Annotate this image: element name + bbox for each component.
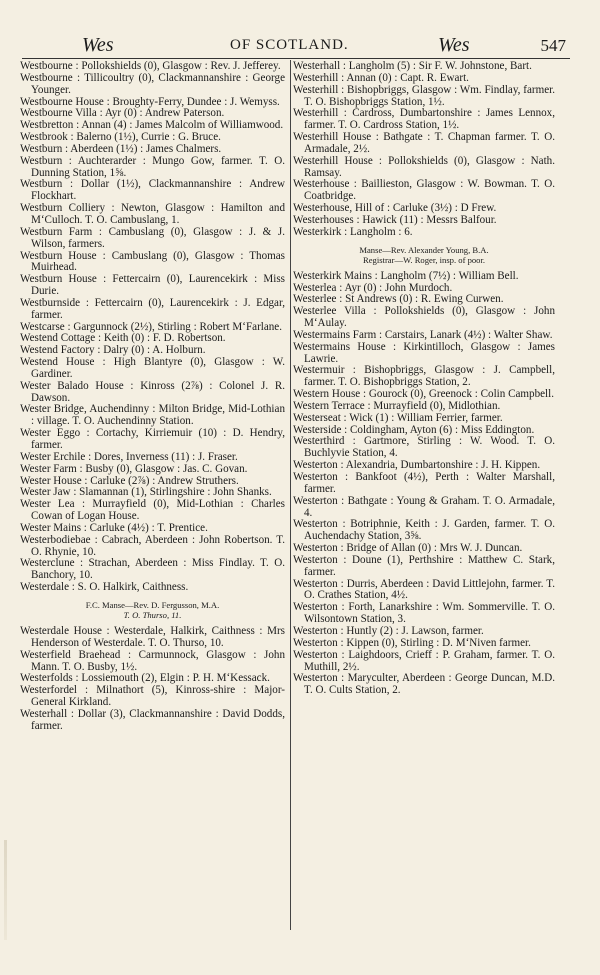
directory-entry: Westermains House : Kirkintilloch, Glasgow : James Lawrie. xyxy=(293,340,555,365)
directory-entry: Westburnside : Fettercairn (0), Laurencekirk : J. Edgar, farmer. xyxy=(20,296,285,321)
note-line: Manse—Rev. Alexander Young, B.A. xyxy=(359,244,489,255)
directory-entry: Wester Mains : Carluke (4½) : T. Prentice. xyxy=(20,521,208,534)
directory-entry: Westerhill House : Bathgate : T. Chapman farmer. T. O. Armadale, 2½. xyxy=(293,131,555,155)
left-entry-list-after xyxy=(20,626,285,733)
directory-entry: Westerton : Doune (1), Perthshire : Matthew C. Stark, farmer. xyxy=(293,553,555,578)
directory-entry: Westerbodiebae : Cabrach, Aberdeen : John Robertson. T. O. Rhynie, 10. xyxy=(20,533,285,558)
directory-entry: Westermuir : Bishopbriggs, Glasgow : J. Campbell, farmer. T. O. Bishopbriggs Station, 2. xyxy=(293,364,555,389)
header-left-keyword: Wes xyxy=(82,34,114,56)
directory-entry: Westerclune : Strachan, Aberdeen : Miss Findlay. T. O. Banchory, 10. xyxy=(20,557,285,582)
directory-entry: Westbourne Villa : Ayr (0) : Andrew Paterson. xyxy=(20,107,225,120)
directory-entry: Westerhall : Dollar (3), Clackmannanshire : David Dodds, farmer. xyxy=(20,707,285,732)
directory-entry: Westerton : Bridge of Allan (0) : Mrs W. J. Duncan. xyxy=(293,542,523,555)
directory-entry: Westerlee Villa : Pollokshields (0), Glasgow : John M‘Aulay. xyxy=(293,305,555,330)
directory-entry: Westerhouses : Hawick (11) : Messrs Balfour. xyxy=(293,213,497,226)
directory-entry: Westbrook : Balerno (1½), Currie : G. Bruce. xyxy=(20,131,221,144)
directory-entry: Wester House : Carluke (2⅞) : Andrew Struthers. xyxy=(20,474,239,487)
directory-entry: Westburn House : Fettercairn (0), Laurencekirk : Miss Durie. xyxy=(20,273,285,298)
right-entry-list-after xyxy=(293,271,555,697)
directory-entry: Wester Erchile : Dores, Inverness (11) : J. Fraser. xyxy=(20,450,238,463)
directory-entry: Westerton : Forth, Lanarkshire : Wm. Sommerville. T. O. Wilsontown Station, 3. xyxy=(293,601,555,626)
directory-entry: Westerton : Maryculter, Aberdeen : George Duncan, M.D. T. O. Cults Station, 2. xyxy=(293,672,555,697)
directory-entry: Wester Farm : Busby (0), Glasgow : Jas. C. Govan. xyxy=(20,462,248,475)
header-title: OF SCOTLAND. xyxy=(230,37,349,53)
directory-entry: Westerton : Bathgate : Young & Graham. T. O. Armadale, 4. xyxy=(293,494,555,519)
directory-entry: Westermains Farm : Carstairs, Lanark (4½) : Walter Shaw. xyxy=(293,328,553,341)
directory-entry: Westerhall : Langholm (5) : Sir F. W. Johnstone, Bart. xyxy=(293,60,532,72)
directory-entry: Wester Bridge, Auchendinny : Milton Bridge, Mid-Lothian : village. T. O. Auchendinny Station. xyxy=(20,403,285,428)
directory-entry: Westerlee : St Andrews (0) : R. Ewing Curwen. xyxy=(293,293,504,306)
note-line: T. O. Thurso, 11. xyxy=(123,609,182,620)
directory-entry: Westend Factory : Dalry (0) : A. Holburn. xyxy=(20,344,206,357)
directory-entry: Westbourne House : Broughty-Ferry, Dundee : J. Wemyss. xyxy=(20,95,280,108)
header-right-keyword: Wes xyxy=(438,34,470,56)
directory-entry: Westburn : Dollar (1½), Clackmannanshire : Andrew Flockhart. xyxy=(20,178,285,203)
directory-entry: Westerton : Durris, Aberdeen : David Littlejohn, farmer. T. O. Crathes Station, 4½. xyxy=(293,577,555,602)
note-line: Registrar—W. Roger, insp. of poor. xyxy=(362,254,486,265)
directory-entry: Westburn Farm : Cambuslang (0), Glasgow : J. & J. Wilson, farmers. xyxy=(20,225,285,250)
directory-entry: Westburn House : Cambuslang (0), Glasgow : Thomas Muirhead. xyxy=(20,249,285,274)
directory-entry: Westerhill : Annan (0) : Capt. R. Ewart. xyxy=(293,71,469,84)
note-line: F.C. Manse—Rev. D. Fergusson, M.A. xyxy=(85,599,220,610)
right-note xyxy=(293,245,555,265)
directory-entry: Westerhill : Bishopbriggs, Glasgow : Wm. Findlay, farmer. T. O. Bishopbriggs Station, 1½. xyxy=(293,83,555,108)
column-divider xyxy=(290,60,291,930)
directory-entry: Westerton : Kippen (0), Stirling : D. M‘Niven farmer. xyxy=(293,636,531,649)
directory-entry: Westerkirk : Langholm : 6. xyxy=(293,225,413,238)
directory-entry: Westerfordel : Milnathort (5), Kinross-shire : Major-General Kirkland. xyxy=(20,684,285,709)
left-entry-list xyxy=(20,61,285,594)
directory-entry: Western Terrace : Murrayfield (0), Midlothian. xyxy=(293,399,501,412)
directory-entry: Westbretton : Annan (4) : James Malcolm of Williamwood. xyxy=(20,119,284,132)
directory-entry: Westend Cottage : Keith (0) : F. D. Robertson. xyxy=(20,332,226,345)
directory-entry: Wester Jaw : Slamannan (1), Stirlingshire : John Shanks. xyxy=(20,486,272,499)
directory-entry: Westerton : Bankfoot (4½), Perth : Walter Marshall, farmer. xyxy=(293,471,555,495)
directory-entry: Westerton : Alexandria, Dumbartonshire : J. H. Kippen. xyxy=(293,459,541,472)
directory-entry: Westcarse : Gargunnock (2½), Stirling : Robert M‘Farlane. xyxy=(20,320,283,333)
directory-entry: Westbourne : Pollokshields (0), Glasgow : Rev. J. Jefferey. xyxy=(20,60,281,72)
right-column xyxy=(293,61,555,697)
directory-entry: Westerkirk Mains : Langholm (7½) : William Bell. xyxy=(293,269,519,282)
directory-entry: Westerton : Botriphnie, Keith : J. Garden, farmer. T. O. Auchendachy Station, 3⅝. xyxy=(293,518,555,543)
directory-entry: Westerthird : Gartmore, Stirling : W. Wood. T. O. Buchlyvie Station, 4. xyxy=(293,435,555,460)
directory-entry: Westbourne : Tillicoultry (0), Clackmannanshire : George Younger. xyxy=(20,71,285,96)
left-column xyxy=(20,61,285,733)
directory-entry: Westerseat : Wick (1) : William Ferrier, farmer. xyxy=(293,411,503,424)
page-number: 547 xyxy=(540,36,566,55)
directory-entry: Westend House : High Blantyre (0), Glasgow : W. Gardiner. xyxy=(20,356,285,380)
directory-entry: Westerton : Laighdoors, Crieff : P. Graham, farmer. T. O. Muthill, 2½. xyxy=(293,648,555,673)
directory-entry: Westerlea : Ayr (0) : John Murdoch. xyxy=(293,281,453,294)
directory-entry: Westburn Colliery : Newton, Glasgow : Hamilton and M‘Culloch. T. O. Cambuslang, 1. xyxy=(20,202,285,226)
directory-entry: Westerfolds : Lossiemouth (2), Elgin : P. H. M‘Kessack. xyxy=(20,672,270,685)
directory-entry: Westerfield Braehead : Carmunnock, Glasgow : John Mann. T. O. Busby, 1½. xyxy=(20,648,285,673)
directory-entry: Westerhouse, Hill of : Carluke (3½) : D Frew. xyxy=(293,202,497,215)
directory-entry: Westerton : Huntly (2) : J. Lawson, farmer. xyxy=(293,624,484,637)
directory-entry: Westerhill : Cardross, Dumbartonshire : James Lennox, farmer. T. O. Cardross Station, 1½. xyxy=(293,107,555,132)
page-edge-shadow xyxy=(4,840,7,940)
directory-entry: Wester Balado House : Kinross (2⅞) : Colonel J. R. Dawson. xyxy=(20,379,285,404)
directory-entry: Western House : Gourock (0), Greenock : Colin Campbell. xyxy=(293,388,554,401)
directory-entry: Westerhill House : Pollokshields (0), Glasgow : Nath. Ramsay. xyxy=(293,154,555,179)
page-header xyxy=(20,34,566,56)
directory-entry: Westerdale : S. O. Halkirk, Caithness. xyxy=(20,581,189,594)
directory-entry: Westburn : Auchterarder : Mungo Gow, farmer. T. O. Dunning Station, 1⅝. xyxy=(20,154,285,179)
left-note xyxy=(20,600,285,620)
directory-entry: Wester Lea : Murrayfield (0), Mid-Lothian : Charles Cowan of Logan House. xyxy=(20,498,285,523)
directory-entry: Wester Eggo : Cortachy, Kirriemuir (10) : D. Hendry, farmer. xyxy=(20,427,285,451)
right-entry-list xyxy=(293,61,555,239)
header-rule xyxy=(22,58,570,59)
directory-entry: Westerside : Coldingham, Ayton (6) : Miss Eddington. xyxy=(293,423,535,436)
directory-entry: Westerhouse : Baillieston, Glasgow : W. Bowman. T. O. Coatbridge. xyxy=(293,178,555,203)
directory-entry: Westburn : Aberdeen (1½) : James Chalmers. xyxy=(20,142,222,155)
directory-entry: Westerdale House : Westerdale, Halkirk, Caithness : Mrs Henderson of Westerdale. T. O. Thurso, 10. xyxy=(20,624,285,649)
